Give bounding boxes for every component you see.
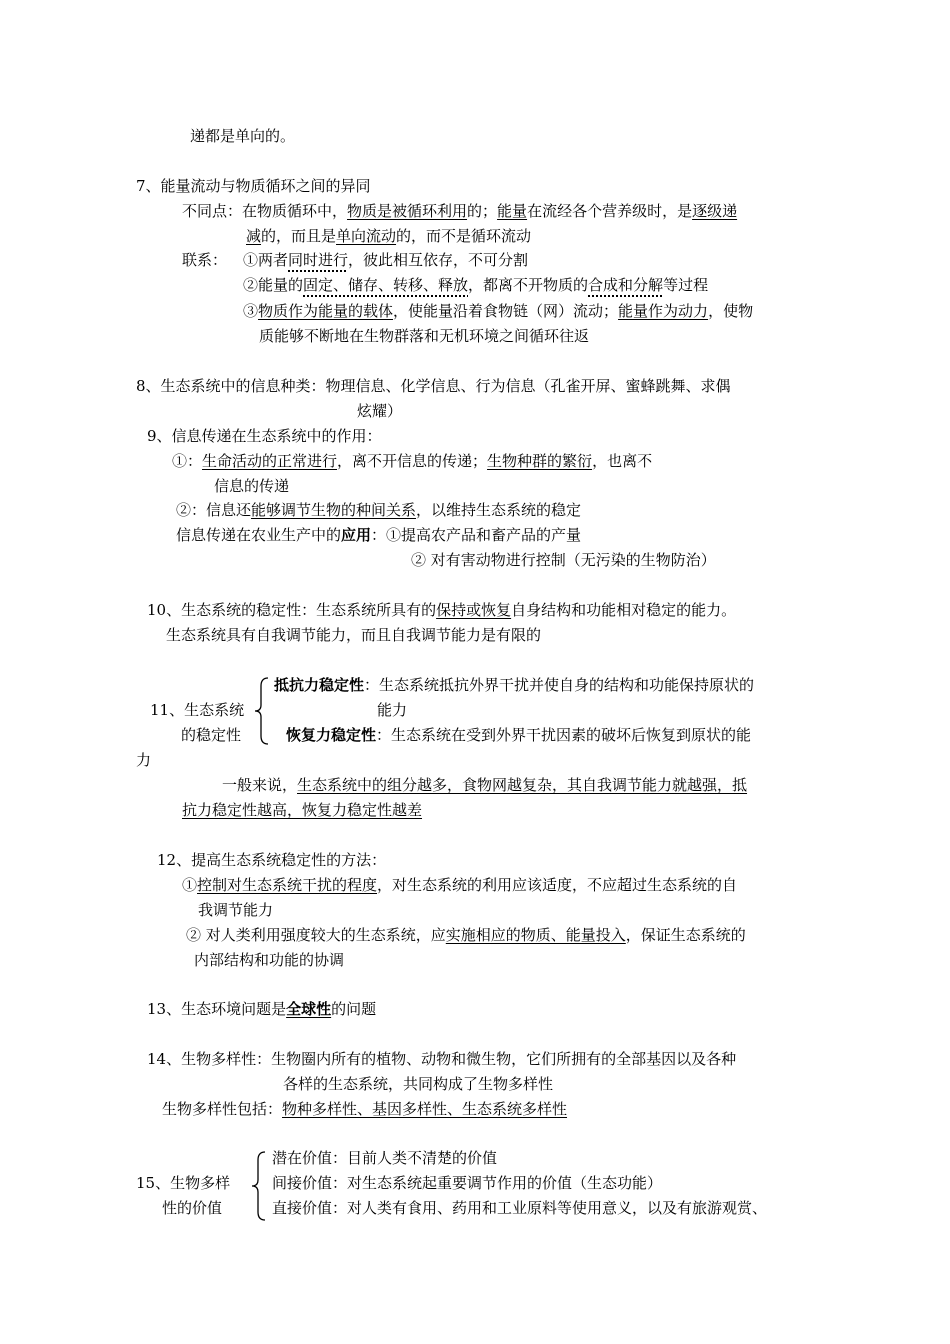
section-9-item-2: ②：信息还能够调节生物的种间关系，以维持生态系统的稳定 — [176, 501, 582, 519]
section-7-difference: 不同点：在物质循环中，物质是被循环利用的；能量在流经各个营养级时，是逐级递 — [182, 202, 738, 220]
section-11-general-cont: 抗力稳定性越高，恢复力稳定性越差 — [182, 801, 423, 819]
text-line: 递都是单向的。 — [190, 127, 296, 145]
section-9-application: 信息传递在农业生产中的应用：①提高农产品和畜产品的产量 — [176, 526, 582, 544]
section-12-item-2: ② 对人类利用强度较大的生态系统，应实施相应的物质、能量投入，保证生态系统的 — [186, 926, 746, 944]
section-12-item-1-cont: 我调节能力 — [198, 901, 274, 919]
curly-brace-icon — [251, 1150, 267, 1222]
section-9-application-2: ② 对有害动物进行控制（无污染的生物防治） — [411, 551, 716, 569]
section-15-potential: 潜在价值：目前人类不清楚的价值 — [272, 1149, 498, 1167]
section-9-title: 9、信息传递在生态系统中的作用： — [147, 427, 382, 445]
section-7-link-2: ②能量的固定、储存、转移、释放，都离不开物质的合成和分解等过程 — [243, 276, 709, 294]
section-12-item-1: ①控制对生态系统干扰的程度，对生态系统的利用应该适度，不应超过生态系统的自 — [182, 876, 738, 894]
section-14-includes: 生物多样性包括：物种多样性、基因多样性、生态系统多样性 — [162, 1100, 568, 1118]
section-12-title: 12、提高生态系统稳定性的方法： — [157, 851, 387, 869]
section-11-resistance-cont: 能力 — [377, 701, 408, 719]
section-15-indirect: 间接价值：对生态系统起重要调节作用的价值（生态功能） — [272, 1174, 663, 1192]
section-14-title: 14、生物多样性：生物圈内所有的植物、动物和微生物，它们所拥有的全部基因以及各种 — [147, 1050, 737, 1068]
section-7-difference-cont: 减的，而且是单向流动的，而不是循环流动 — [246, 227, 532, 245]
section-11-resistance: 抵抗力稳定性：生态系统抵抗外界干扰并使自身的结构和功能保持原状的 — [274, 676, 755, 694]
section-13: 13、生态环境问题是全球性的问题 — [147, 1000, 377, 1018]
section-15-direct: 直接价值：对人类有食用、药用和工业原料等使用意义，以及有旅游观赏、 — [272, 1199, 768, 1217]
section-12-item-2-cont: 内部结构和功能的协调 — [194, 951, 345, 969]
section-7-title: 7、能量流动与物质循环之间的异同 — [136, 177, 371, 195]
section-11-label-1: 11、生态系统 — [150, 701, 245, 719]
section-7-link-3: ③物质作为能量的载体，使能量沿着食物链（网）流动；能量作为动力，使物 — [243, 302, 754, 320]
section-8-title: 8、生态系统中的信息种类：物理信息、化学信息、行为信息（孔雀开屏、蜜蜂跳舞、求偶 — [136, 377, 731, 395]
section-10-title: 10、生态系统的稳定性：生态系统所具有的保持或恢复自身结构和功能相对稳定的能力。 — [147, 601, 737, 619]
section-11-recovery-cont: 力 — [136, 751, 152, 769]
section-11-general: 一般来说，生态系统中的组分越多，食物网越复杂，其自我调节能力就越强，抵 — [222, 776, 748, 794]
section-7-link-1: 联系： ①两者同时进行，彼此相互依存，不可分割 — [182, 251, 529, 269]
section-8-cont: 炫耀） — [357, 402, 403, 420]
section-11-label-2: 的稳定性 — [181, 726, 242, 744]
section-15-label-1: 15、生物多样 — [136, 1174, 231, 1192]
curly-brace-icon — [254, 676, 270, 746]
section-9-item-1-cont: 信息的传递 — [214, 477, 290, 495]
section-7-link-3-cont: 质能够不断地在生物群落和无机环境之间循环往返 — [259, 327, 590, 345]
section-11-recovery: 恢复力稳定性：生态系统在受到外界干扰因素的破坏后恢复到原状的能 — [286, 726, 752, 744]
section-15-label-2: 性的价值 — [162, 1199, 223, 1217]
section-14-cont: 各样的生态系统，共同构成了生物多样性 — [283, 1075, 554, 1093]
section-10-note: 生态系统具有自我调节能力，而且自我调节能力是有限的 — [166, 626, 542, 644]
section-9-item-1: ①：生命活动的正常进行，离不开信息的传递；生物种群的繁衍，也离不 — [172, 452, 653, 470]
